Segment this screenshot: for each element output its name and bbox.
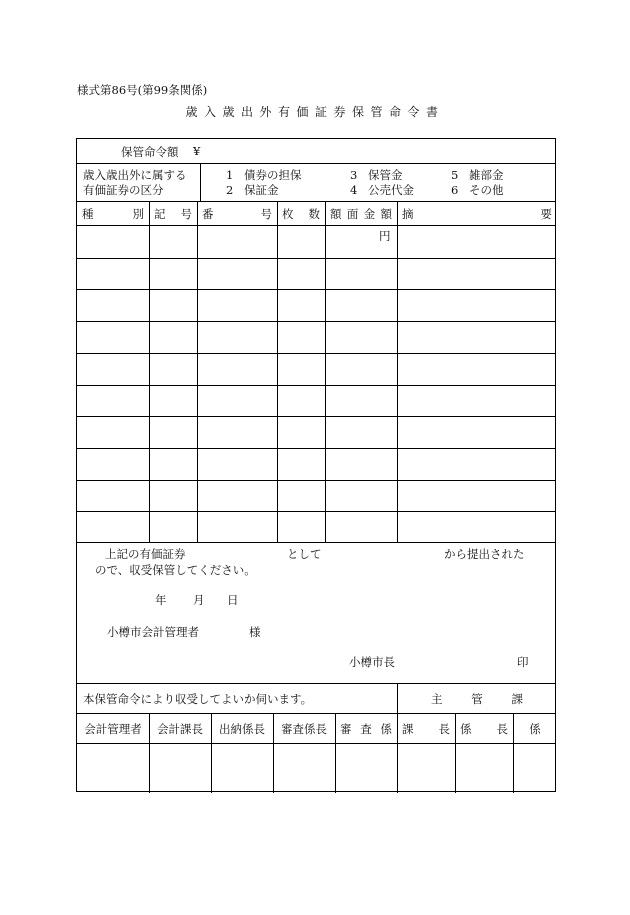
form-table xyxy=(76,138,556,792)
date-year: 年 xyxy=(155,593,167,607)
date-month: 月 xyxy=(193,593,205,607)
col-header-symbol: 記 号 xyxy=(154,206,192,221)
category-item-1: 債券の担保 xyxy=(244,168,302,182)
signoff-staff: 係 xyxy=(529,721,541,736)
category-num-2: 2 xyxy=(226,183,234,197)
signoff-subsection-chief: 係 長 xyxy=(460,721,508,736)
managing-dept-label: 主 管 課 xyxy=(431,691,523,706)
category-num-6: 6 xyxy=(451,183,459,197)
col-header-remarks: 摘 要 xyxy=(402,206,552,221)
col-header-face-value: 額 面 金 額 xyxy=(330,206,392,221)
category-item-2: 保証金 xyxy=(244,183,279,197)
addressee: 小樽市会計管理者 xyxy=(107,625,199,639)
signoff-section-chief: 課 長 xyxy=(402,721,450,736)
mayor-label: 小樽市長 xyxy=(349,655,395,669)
category-num-4: 4 xyxy=(350,183,358,197)
signoff-accounting-manager: 会計管理者 xyxy=(84,721,142,736)
col-header-type: 種 別 xyxy=(82,206,144,221)
statement-submitted: から提出された xyxy=(444,547,525,561)
addressee-honorific: 様 xyxy=(249,625,261,639)
seal-mark: 印 xyxy=(517,655,529,669)
statement-block xyxy=(77,542,555,683)
category-label-line2: 有価証券の区分 xyxy=(83,183,164,197)
statement-prefix: 上記の有価証券 xyxy=(105,547,186,561)
signoff-cashier-chief: 出納係長 xyxy=(219,721,265,736)
col-header-count: 枚 数 xyxy=(282,206,320,221)
signoff-audit-staff: 審 査 係 xyxy=(340,721,392,736)
amount-row xyxy=(77,139,555,163)
form-title: 歳入歳出外有価証券保管命令書 xyxy=(185,105,445,119)
yen-symbol: ¥ xyxy=(193,144,201,158)
category-item-3: 保管金 xyxy=(368,168,403,182)
col-header-number: 番 号 xyxy=(202,206,272,221)
approval-text: 本保管命令により収受してよいか伺います。 xyxy=(83,692,313,706)
date-day: 日 xyxy=(227,593,239,607)
signoff-accounting-chief: 会計課長 xyxy=(157,721,203,736)
category-num-1: 1 xyxy=(226,168,234,182)
yen-unit: 円 xyxy=(379,229,391,243)
statement-line2: ので、収受保管してください。 xyxy=(95,563,256,577)
signoff-audit-chief: 審査係長 xyxy=(281,721,327,736)
category-row xyxy=(77,163,555,201)
form-number: 様式第86号(第99条関係) xyxy=(77,83,208,97)
category-label-line1: 歳入歳出外に属する xyxy=(83,168,187,182)
category-num-5: 5 xyxy=(451,168,459,182)
category-num-3: 3 xyxy=(350,168,358,182)
amount-label: 保管命令額 xyxy=(121,145,179,159)
category-item-4: 公売代金 xyxy=(368,183,414,197)
approval-row xyxy=(77,683,555,713)
category-item-6: その他 xyxy=(469,183,504,197)
category-item-5: 雑部金 xyxy=(469,168,504,182)
statement-as: として xyxy=(287,547,322,561)
category-divider xyxy=(200,164,201,201)
